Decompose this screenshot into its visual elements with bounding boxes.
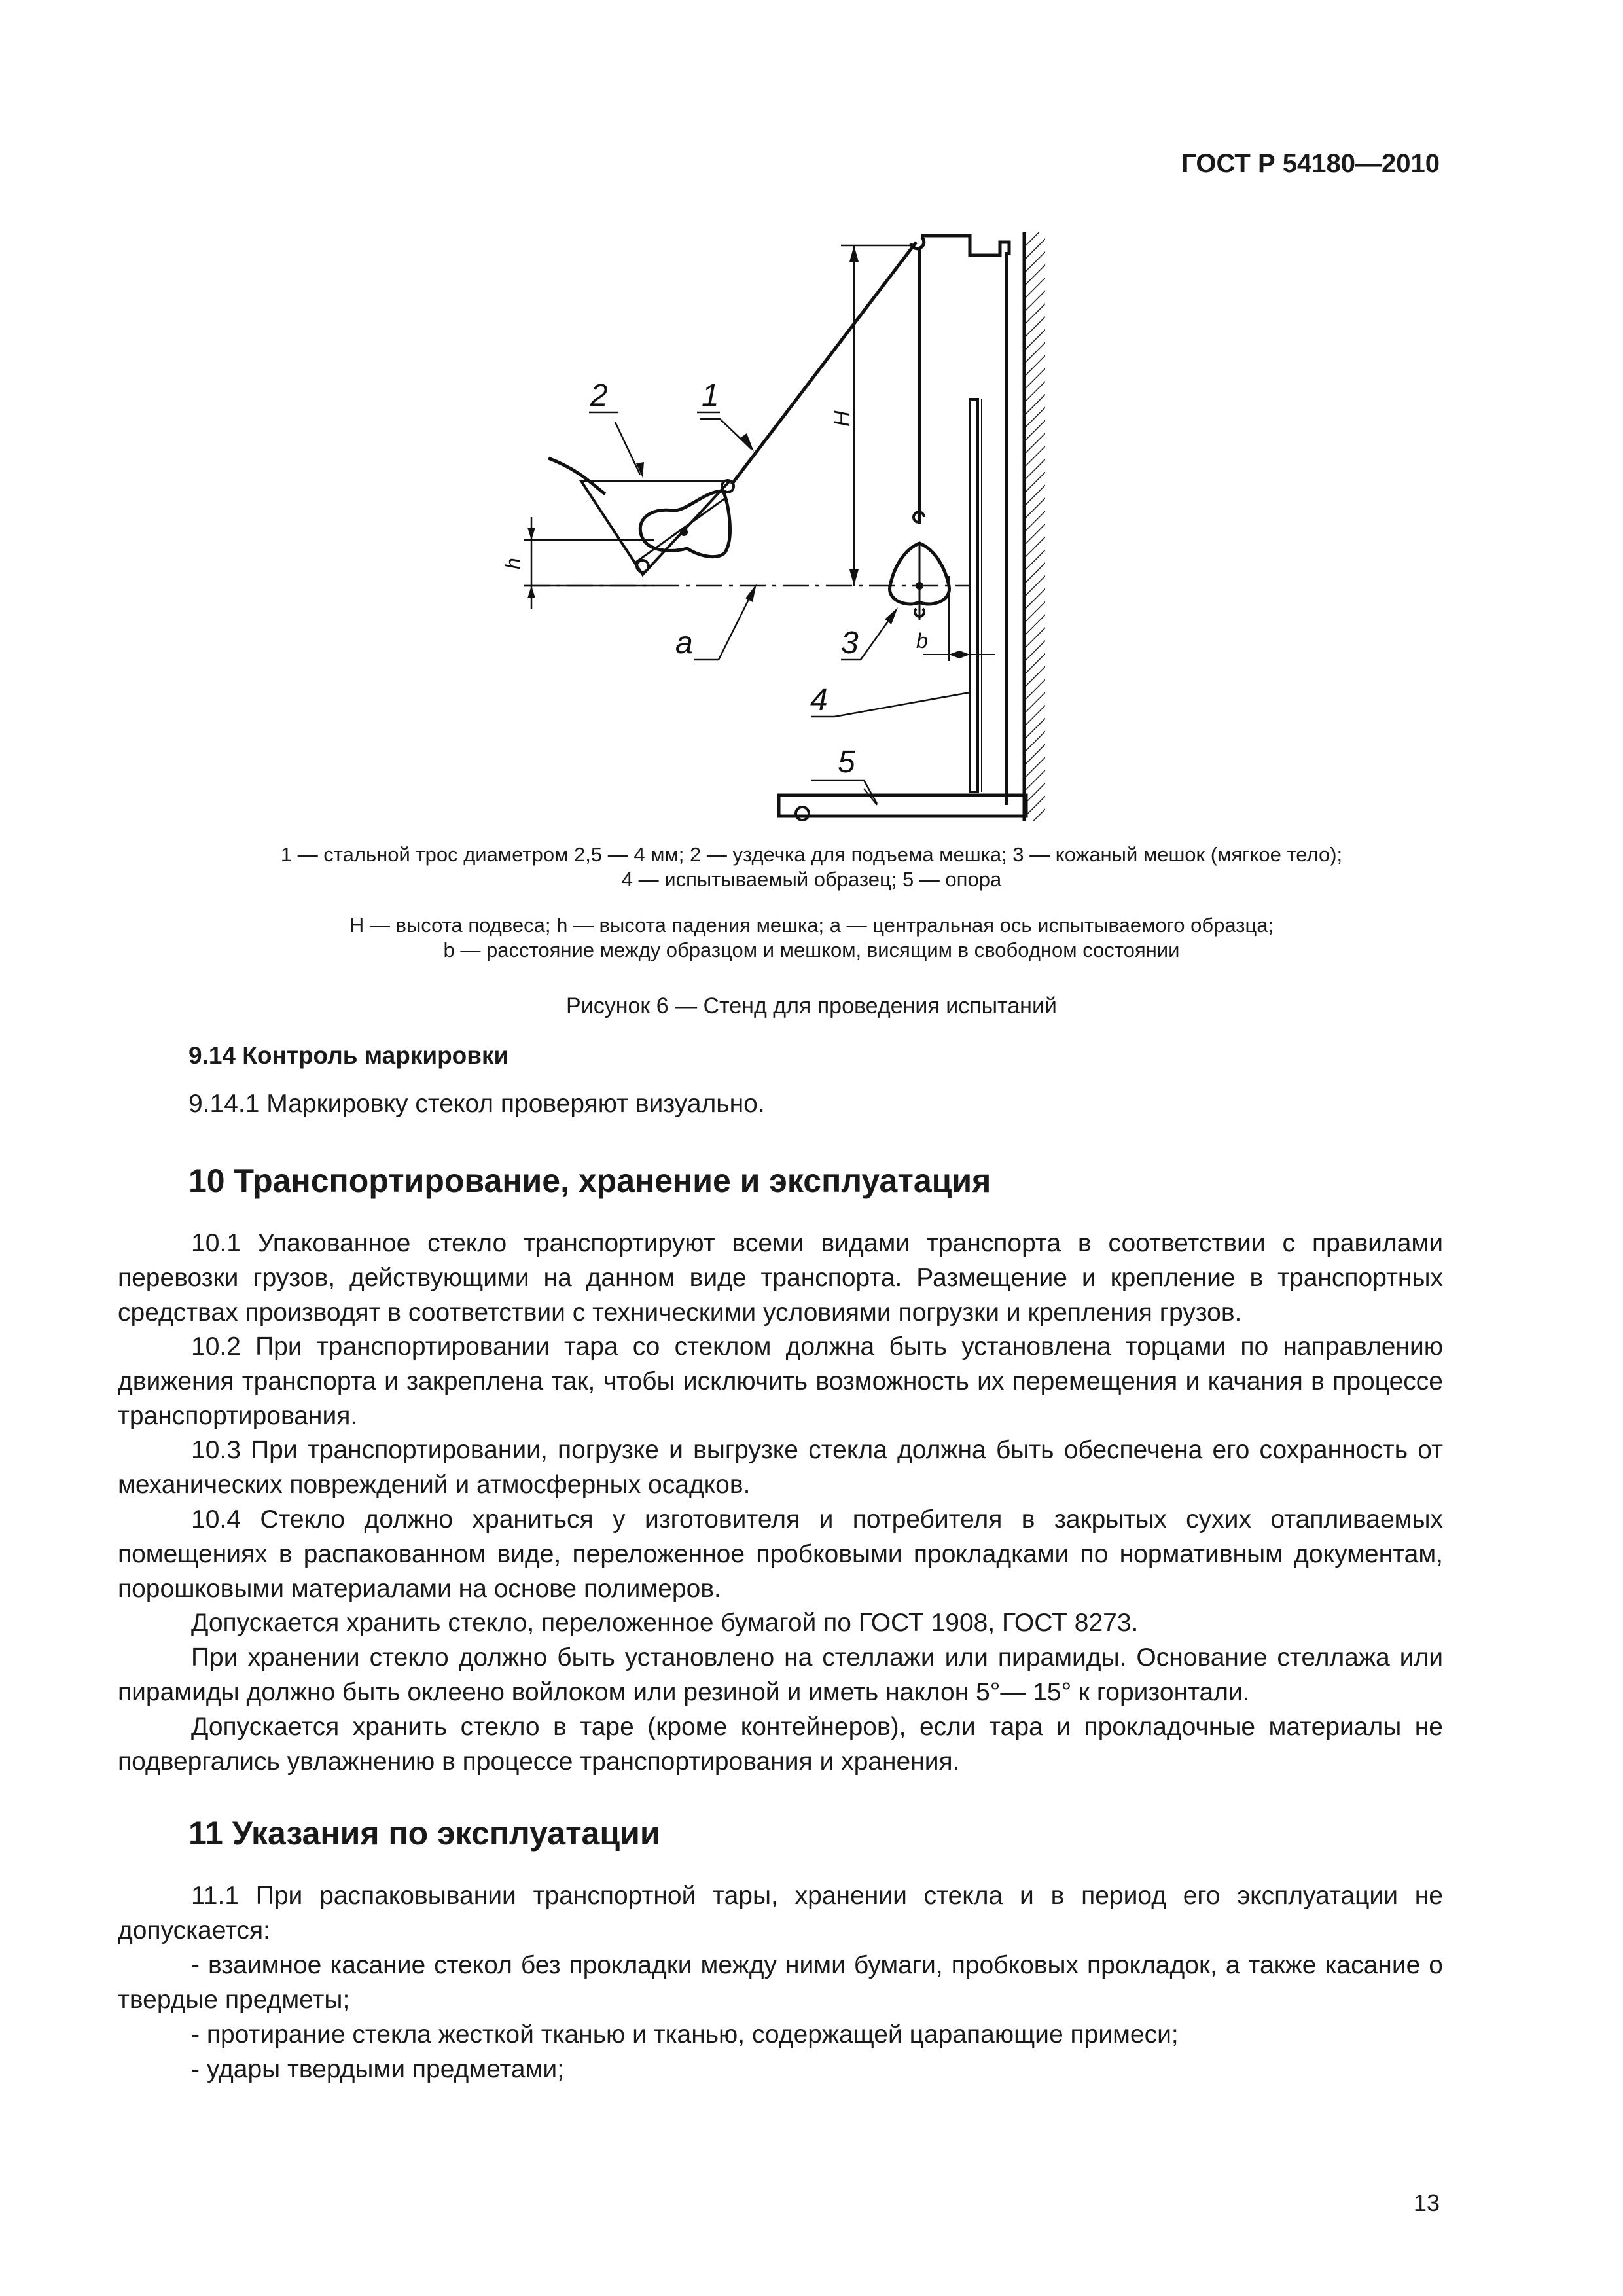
paragraph-9-14-1: 9.14.1 Маркировку стекол проверяют визуально. <box>188 1090 765 1118</box>
label-1: 1 <box>702 378 719 413</box>
label-5: 5 <box>838 745 855 780</box>
section-11-heading: 11 Указания по эксплуатации <box>188 1815 660 1852</box>
paragraph-10-2: 10.2 При транспортировании тара со стеклом должна быть установлена торцами по направлению движения транспорта и закреплена так, чтобы исключить возможность их перемещения и качания в процессе транспортирования. <box>118 1333 1443 1430</box>
section-10-heading: 10 Транспортирование, хранение и эксплуатация <box>188 1162 991 1199</box>
paragraph-10-4: 10.4 Стекло должно храниться у изготовителя и потребителя в закрытых сухих отапливаемых помещениях в распакованном виде, переложенное пробковыми прокладками по нормативным документам, порошковыми материалами на основе полимеров. <box>118 1505 1443 1603</box>
paragraph-10-6: При хранении стекло должно быть установлено на стеллажи или пирамиды. Основание стеллажа или пирамиды должно быть оклеено войлоком или резиной и иметь наклон 5°— 15° к горизонтали. <box>118 1643 1443 1706</box>
label-b: b <box>916 629 928 653</box>
list-item-wiping: - протирание стекла жесткой тканью и тканью, содержащей царапающие примеси; <box>191 2020 1179 2049</box>
paragraph-10-5: Допускается хранить стекло, переложенное бумагой по ГОСТ 1908, ГОСТ 8273. <box>191 1609 1139 1637</box>
paragraph-11-1: 11.1 При распаковывании транспортной тары, хранении стекла и в период его эксплуатации не допускается: <box>118 1882 1443 1945</box>
figure-legend-line-1: 1 — стальной трос диаметром 2,5 — 4 мм; 2 — уздечка для подъема мешка; 3 — кожаный мешок (мягкое тело); <box>280 843 1343 866</box>
test-specimen <box>970 399 978 792</box>
document-code: ГОСТ Р 54180—2010 <box>1181 149 1440 178</box>
label-a: a <box>675 626 693 660</box>
label-2: 2 <box>590 378 608 413</box>
section-9-14-heading: 9.14 Контроль маркировки <box>188 1042 509 1069</box>
label-4: 4 <box>810 683 828 717</box>
figure-legend-line-3: H — высота подвеса; h — высота падения мешка; a — центральная ось испытываемого образца; <box>349 914 1274 937</box>
paragraph-10-1: 10.1 Упакованное стекло транспортируют всеми видами транспорта в соответствии с правилами перевозки грузов, действующими на данном виде транспорта. Размещение и крепление в транспортных средствах производят в соответствии с техническими условиями погрузки и крепления грузов. <box>118 1229 1443 1327</box>
page-number: 13 <box>1413 2189 1440 2216</box>
label-h: h <box>501 558 525 569</box>
list-item-contact: - взаимное касание стекол без прокладки между ними бумаги, пробковых прокладок, а также касание о твердые предметы; <box>118 1951 1443 2014</box>
test-stand-figure <box>497 216 1073 838</box>
figure-title: Рисунок 6 — Стенд для проведения испытаний <box>566 994 1057 1018</box>
paragraph-10-3: 10.3 При транспортировании, погрузке и выгрузке стекла должна быть обеспечена его сохранность от механических повреждений и атмосферных осадков. <box>118 1436 1443 1499</box>
list-item-impacts: - удары твердыми предметами; <box>191 2055 565 2083</box>
wall-hatch <box>1026 232 1045 821</box>
paragraph-10-7: Допускается хранить стекло в таре (кроме контейнеров), если тара и прокладочные материалы не подвергались увлажнению в процессе транспортирования и хранения. <box>118 1713 1443 1776</box>
figure-legend-line-2: 4 — испытываемый образец; 5 — опора <box>621 868 1002 891</box>
label-H: H <box>830 410 855 427</box>
figure-legend-line-4: b — расстояние между образцом и мешком, висящим в свободном состоянии <box>443 939 1180 961</box>
label-3: 3 <box>841 626 859 660</box>
leather-bag-raised <box>640 491 730 557</box>
support-base <box>779 795 1026 816</box>
